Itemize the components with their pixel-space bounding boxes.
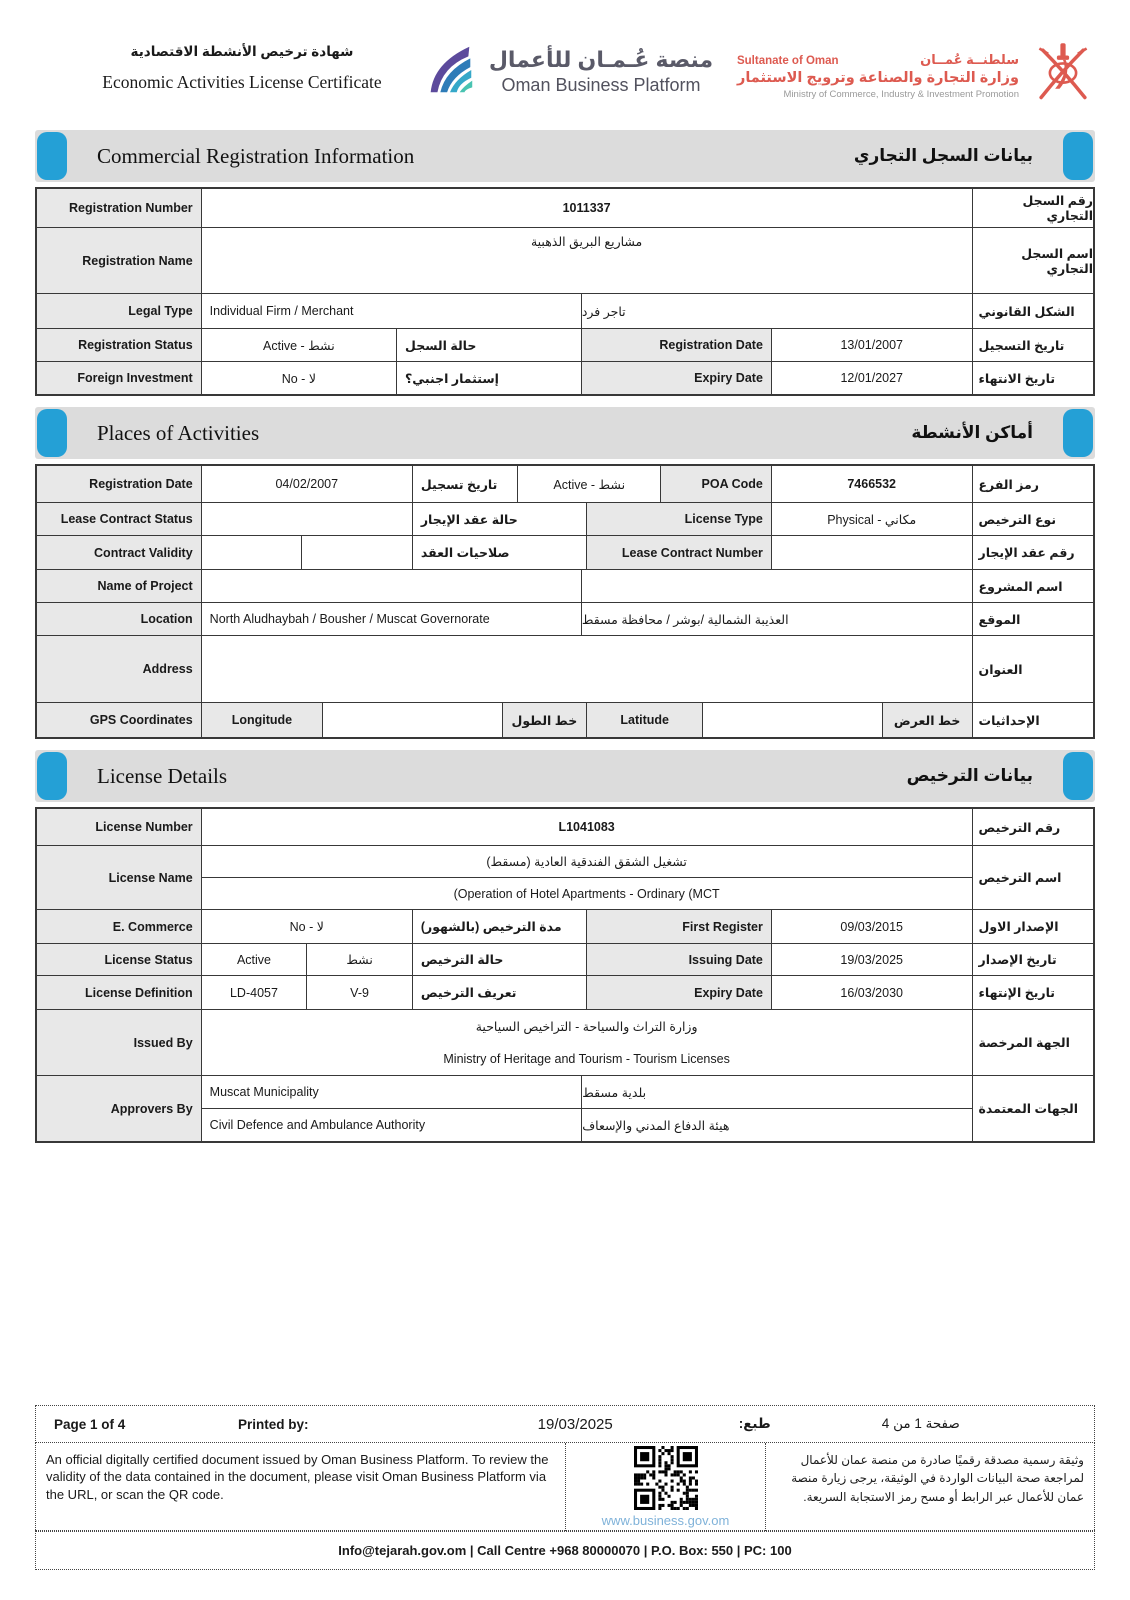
approvers-by-label-ar: الجهات المعتمدة: [972, 1076, 1093, 1141]
table-row: [37, 1075, 1093, 1141]
registration-date-label-ar: تاريخ التسجيل: [972, 329, 1093, 361]
table-row: [37, 602, 1093, 635]
lease-contract-status-value: [201, 503, 412, 535]
sultanate-of-oman-arabic: سلطنــة عُمــان: [920, 51, 1019, 67]
qr-code: [634, 1446, 698, 1510]
certification-notice-arabic: وثيقة رسمية مصدقة رقميًا صادرة من منصة عمان للأعمال لمراجعة صحة البيانات الواردة في الوثيقة، يرجى زيارة منصة عمان للأعمال عبر الرابط أو مسح رمز الاستجابة السريعة.: [791, 1452, 1084, 1504]
poa-code-label: POA Code: [660, 466, 771, 502]
license-duration-label-ar: مدة الترخيص (بالشهور): [412, 910, 586, 943]
sultanate-of-oman-english: Sultanate of Oman: [736, 54, 839, 67]
poa-code-label-ar: رمز الفرع: [972, 466, 1093, 502]
obp-name-english: Oman Business Platform: [501, 75, 701, 95]
registration-number-label-ar: رقم السجل التجاري: [972, 189, 1093, 227]
certificate-title-english: Economic Activities License Certificate: [102, 72, 382, 92]
license-definition-value2: V-9: [306, 976, 412, 1009]
table-row: [37, 1009, 1093, 1075]
license-name-value-en: (Operation of Hotel Apartments - Ordinary (MCT: [202, 877, 972, 909]
license-expiry-date-value: 16/03/2030: [771, 976, 972, 1009]
cri-table: [35, 187, 1095, 396]
table-row: [37, 845, 1093, 909]
first-register-label: First Register: [586, 910, 771, 943]
latitude-value: [702, 703, 882, 737]
printed-date: 19/03/2025: [537, 1415, 613, 1433]
license-definition-value1: LD-4057: [201, 976, 307, 1009]
page-info-english: Page 1 of 4: [54, 1416, 126, 1432]
cri-expiry-date-value: 12/01/2027: [771, 362, 972, 394]
longitude-value: [322, 703, 502, 737]
license-definition-label: License Definition: [37, 976, 201, 1009]
approvers-by-label: Approvers By: [37, 1076, 201, 1141]
cri-expiry-date-label: Expiry Date: [581, 362, 771, 394]
foreign-investment-value: No - لا: [201, 362, 396, 394]
table-row: [37, 975, 1093, 1009]
registration-number-label: Registration Number: [37, 189, 201, 227]
cri-expiry-date-label-ar: تاريخ الانتهاء: [972, 362, 1093, 394]
issued-by-label-ar: الجهة المرخصة: [972, 1010, 1093, 1075]
approver-row: [202, 1076, 972, 1108]
table-row: [37, 189, 1093, 227]
cri-section-title-arabic: بيانات السجل التجاري: [853, 146, 1033, 165]
latitude-label: Latitude: [586, 703, 702, 737]
contract-validity-value1: [201, 536, 301, 569]
license-status-value-ar: نشط: [306, 944, 412, 975]
contract-validity-label-ar: صلاحيات العقد: [412, 536, 586, 569]
registration-status-value: Active - نشط: [201, 329, 396, 361]
issued-by-value-block: [201, 1010, 972, 1075]
legal-type-value-en: Individual Firm / Merchant: [201, 294, 581, 328]
name-of-project-label-ar: اسم المشروع: [972, 570, 1093, 602]
e-commerce-value: No - لا: [201, 910, 412, 943]
table-row: [37, 702, 1093, 737]
poa-registration-date-value: 04/02/2007: [201, 466, 412, 502]
lease-contract-number-label-ar: رقم عقد الإيجار: [972, 536, 1093, 569]
license-number-label: License Number: [37, 809, 201, 845]
foreign-investment-label-ar: إستثمار اجنبي؟: [396, 362, 581, 394]
poa-code-value: 7466532: [771, 466, 972, 502]
section-bar-license-details: [35, 750, 1095, 802]
address-label: Address: [37, 636, 201, 702]
license-name-value-ar: تشغيل الشقق الفندقية العادية (مسقط): [486, 855, 687, 869]
license-name-value-block: [201, 846, 972, 909]
table-row: [37, 635, 1093, 702]
address-value: [201, 636, 972, 702]
latitude-label-ar: خط العرض: [882, 703, 972, 737]
license-status-label: License Status: [37, 944, 201, 975]
first-register-value: 09/03/2015: [771, 910, 972, 943]
longitude-label-ar: خط الطول: [502, 703, 586, 737]
location-value-ar: العذيبة الشمالية /بوشر / محافظة مسقط: [581, 603, 972, 635]
name-of-project-label: Name of Project: [37, 570, 201, 602]
gps-coordinates-label-ar: الإحداثيات: [972, 703, 1093, 737]
legal-type-label: Legal Type: [37, 294, 201, 328]
registration-date-label: Registration Date: [581, 329, 771, 361]
license-number-label-ar: رقم الترخيص: [972, 809, 1093, 845]
approver-2-ar: هيئة الدفاع المدني والإسعاف: [581, 1109, 971, 1141]
gps-coordinates-label: GPS Coordinates: [37, 703, 201, 737]
first-register-label-ar: الإصدار الاول: [972, 910, 1093, 943]
table-row: [37, 943, 1093, 975]
oman-business-platform-logo: [421, 34, 713, 103]
table-row: [37, 293, 1093, 328]
location-label: Location: [37, 603, 201, 635]
blank-area: [35, 1143, 1095, 1405]
table-row: [37, 328, 1093, 361]
issued-by-value-en: Ministry of Heritage and Tourism - Tourism Licenses: [443, 1051, 730, 1066]
license-type-label-ar: نوع الترخيص: [972, 503, 1093, 535]
document-footer: [35, 1405, 1095, 1570]
contract-validity-value2: [301, 536, 412, 569]
printed-by-label: Printed by:: [237, 1416, 309, 1432]
ministry-name-arabic: وزارة التجارة والصناعة وترويج الاستثمار: [736, 69, 1019, 86]
registration-date-value: 13/01/2007: [771, 329, 972, 361]
registration-status-label: Registration Status: [37, 329, 201, 361]
registration-name-label-ar: اسم السجل التجاري: [972, 228, 1093, 293]
table-row: [37, 227, 1093, 293]
table-row: [37, 466, 1093, 502]
legal-type-label-ar: الشكل القانوني: [972, 294, 1093, 328]
cri-section-title-english: Commercial Registration Information: [97, 143, 415, 168]
registration-status-label-ar: حالة السجل: [396, 329, 581, 361]
qr-block: [565, 1443, 766, 1531]
license-type-label: License Type: [586, 503, 771, 535]
poa-section-title-english: Places of Activities: [97, 420, 260, 445]
license-name-label-ar: اسم الترخيص: [972, 846, 1093, 909]
issuing-date-label: Issuing Date: [586, 944, 771, 975]
table-row: [37, 502, 1093, 535]
location-value-en: North Aludhaybah / Bousher / Muscat Governorate: [201, 603, 581, 635]
footer-contact-row: [35, 1530, 1095, 1570]
license-expiry-date-label-ar: تاريخ الإنتهاء: [972, 976, 1093, 1009]
ministry-name-english: Ministry of Commerce, Industry & Investment Promotion: [783, 88, 1019, 100]
poa-section-title-arabic: أماكن الأنشطة: [911, 423, 1033, 442]
footer-page-row: [35, 1405, 1095, 1443]
certification-notice-english: An official digitally certified document issued by Oman Business Platform. To review the validity of the data contained in the document, please visit Oman Business Platform via the URL, or scan the QR code.: [46, 1451, 549, 1502]
name-of-project-value-en: [201, 570, 581, 602]
obp-name-arabic: منصة عُـمـان للأعمال: [488, 47, 714, 72]
certificate-title-arabic: شهادة ترخيص الأنشطة الاقتصادية: [130, 44, 354, 59]
certificate-title-block: [87, 34, 397, 93]
lease-contract-number-label: Lease Contract Number: [586, 536, 771, 569]
e-commerce-label: E. Commerce: [37, 910, 201, 943]
location-label-ar: الموقع: [972, 603, 1093, 635]
print-label-arabic: طبع:: [738, 1416, 771, 1431]
ministry-logo-block: [737, 34, 1095, 113]
address-label-ar: العنوان: [972, 636, 1093, 702]
contact-line: Info@tejarah.gov.om | Call Centre +968 80000070 | P.O. Box: 550 | PC: 100: [338, 1542, 792, 1558]
license-section-title-arabic: بيانات الترخيص: [906, 766, 1033, 785]
lease-contract-number-value: [771, 536, 972, 569]
approver-2-en: Civil Defence and Ambulance Authority: [209, 1118, 426, 1132]
legal-type-value-ar: تاجر فرد: [581, 294, 972, 328]
license-definition-label-ar: تعريف الترخيص: [412, 976, 586, 1009]
name-of-project-value-ar: [581, 570, 972, 602]
approver-row: [202, 1108, 972, 1141]
approver-1-ar: بلدية مسقط: [581, 1076, 971, 1108]
license-type-value: Physical - مكاني: [771, 503, 972, 535]
license-status-value-en: Active: [201, 944, 307, 975]
license-section-title-english: License Details: [97, 763, 228, 788]
contract-validity-label: Contract Validity: [37, 536, 201, 569]
poa-registration-date-label: Registration Date: [37, 466, 201, 502]
poa-registration-date-label-ar: تاريخ تسجيل: [412, 466, 518, 502]
table-row: [37, 535, 1093, 569]
oman-national-emblem-icon: [1031, 38, 1095, 113]
poa-status-value: Active - نشط: [517, 466, 660, 502]
license-expiry-date-label: Expiry Date: [586, 976, 771, 1009]
table-row: [37, 909, 1093, 943]
issuing-date-value: 19/03/2025: [771, 944, 972, 975]
license-status-label-ar: حالة الترخيص: [412, 944, 586, 975]
table-row: [37, 569, 1093, 602]
issuing-date-label-ar: تاريخ الإصدار: [972, 944, 1093, 975]
section-bar-commercial-registration: [35, 130, 1095, 182]
poa-table: [35, 464, 1095, 739]
page-info-arabic: صفحة 1 من 4: [881, 1416, 960, 1431]
qr-url-text: www.business.gov.om: [601, 1512, 730, 1528]
sail-logo-icon: [421, 40, 479, 103]
table-row: [37, 809, 1093, 845]
footer-notice-row: [35, 1442, 1095, 1532]
approvers-by-value-block: [201, 1076, 972, 1141]
issued-by-label: Issued By: [37, 1010, 201, 1075]
lease-contract-status-label-ar: حالة عقد الإيجار: [412, 503, 586, 535]
table-row: [37, 361, 1093, 394]
longitude-label: Longitude: [201, 703, 322, 737]
approver-1-en: Muscat Municipality: [209, 1085, 319, 1099]
license-table: [35, 807, 1095, 1143]
foreign-investment-label: Foreign Investment: [37, 362, 201, 394]
registration-number-value: 1011337: [201, 189, 972, 227]
license-number-value: L1041083: [201, 809, 972, 845]
registration-name-value: مشاريع البريق الذهبية: [201, 228, 972, 293]
lease-contract-status-label: Lease Contract Status: [37, 503, 201, 535]
section-bar-places-of-activities: [35, 407, 1095, 459]
issued-by-value-ar: وزارة التراث والسياحة - التراخيص السياحية: [475, 1019, 698, 1034]
registration-name-label: Registration Name: [37, 228, 201, 293]
license-name-label: License Name: [37, 846, 201, 909]
document-header: [35, 34, 1095, 116]
